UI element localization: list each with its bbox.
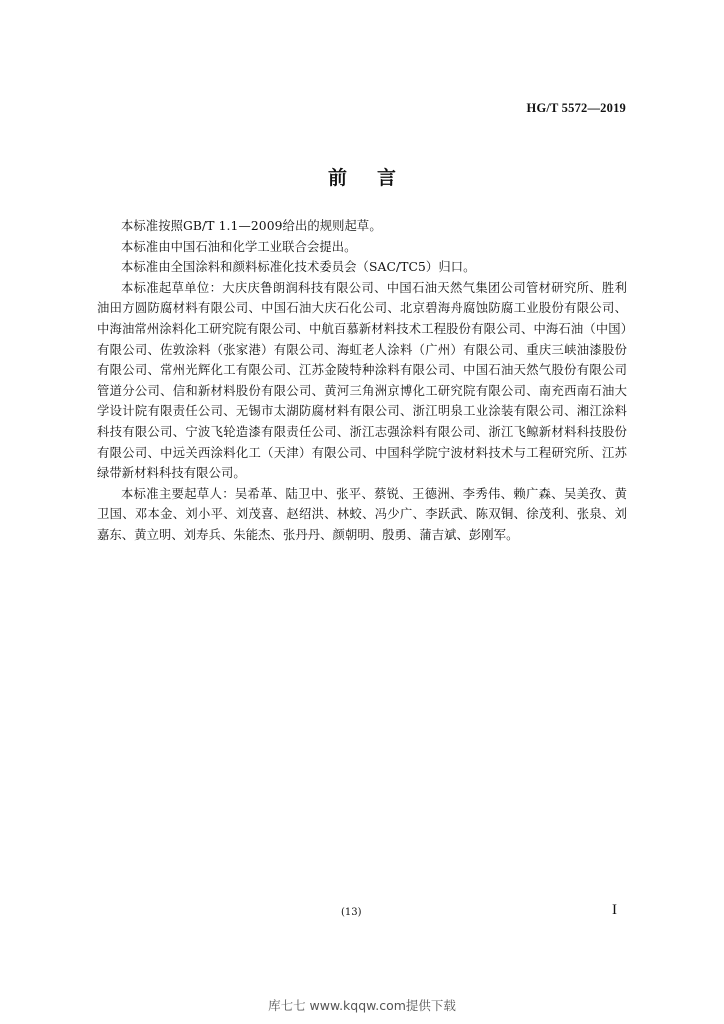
standard-code: HG/T 5572—2019: [526, 101, 626, 115]
paragraph-administrator: 本标准由全国涂料和颜料标准化技术委员会（SAC/TC5）归口。: [121, 260, 476, 275]
roman-page-number: I: [612, 902, 617, 918]
page-title: 前言: [327, 167, 426, 189]
paragraph-drafting-rules: 本标准按照GB/T 1.1—2009给出的规则起草。: [121, 219, 382, 233]
download-watermark: 库七七 www.kqqw.com提供下载: [268, 998, 456, 1013]
paragraph-drafters: 本标准主要起草人：吴希革、陆卫中、张平、蔡锐、王德洲、李秀伟、赖广森、吴美孜、黄卫国、邓本金、刘小平、刘茂喜、赵绍洪、林蛟、冯少广、李跃武、陈双铜、徐茂利、张泉、刘嘉东、黄立明、刘寿兵、朱能杰、张丹丹、颜朝明、殷勇、蒲吉斌、彭刚军。: [97, 486, 627, 542]
foreword-body: [97, 216, 627, 546]
paragraph-proposer: 本标准由中国石油和化学工业联合会提出。: [121, 239, 357, 254]
paragraph-drafting-units: 本标准起草单位：大庆庆鲁朗润科技有限公司、中国石油天然气集团公司管材研究所、胜利油田方圆防腐材料有限公司、中国石油大庆石化公司、北京碧海舟腐蚀防腐工业股份有限公司、中海油常州涂料化工研究院有限公司、中航百慕新材料技术工程股份有限公司、中海石油（中国）有限公司、佐敦涂料（张家港）有限公司、海虹老人涂料（广州）有限公司、重庆三峡油漆股份有限公司、常州光辉化工有限公司、江苏金陵特种涂料有限公司、中国石油天然气股份有限公司管道分公司、信和新材料股份有限公司、黄河三角洲京博化工研究院有限公司、南充西南石油大学设计院有限责任公司、无锡市太湖防腐材料有限公司、浙江明泉工业涂装有限公司、湘江涂料科技有限公司、宁波飞轮造漆有限责任公司、浙江志强涂料有限公司、浙江飞鲸新材料科技股份有限公司、中远关西涂料化工（天津）有限公司、中国科学院宁波材料技术与工程研究所、江苏绿带新材料科技有限公司。: [97, 280, 627, 481]
page-number-mark: (13): [341, 907, 362, 918]
